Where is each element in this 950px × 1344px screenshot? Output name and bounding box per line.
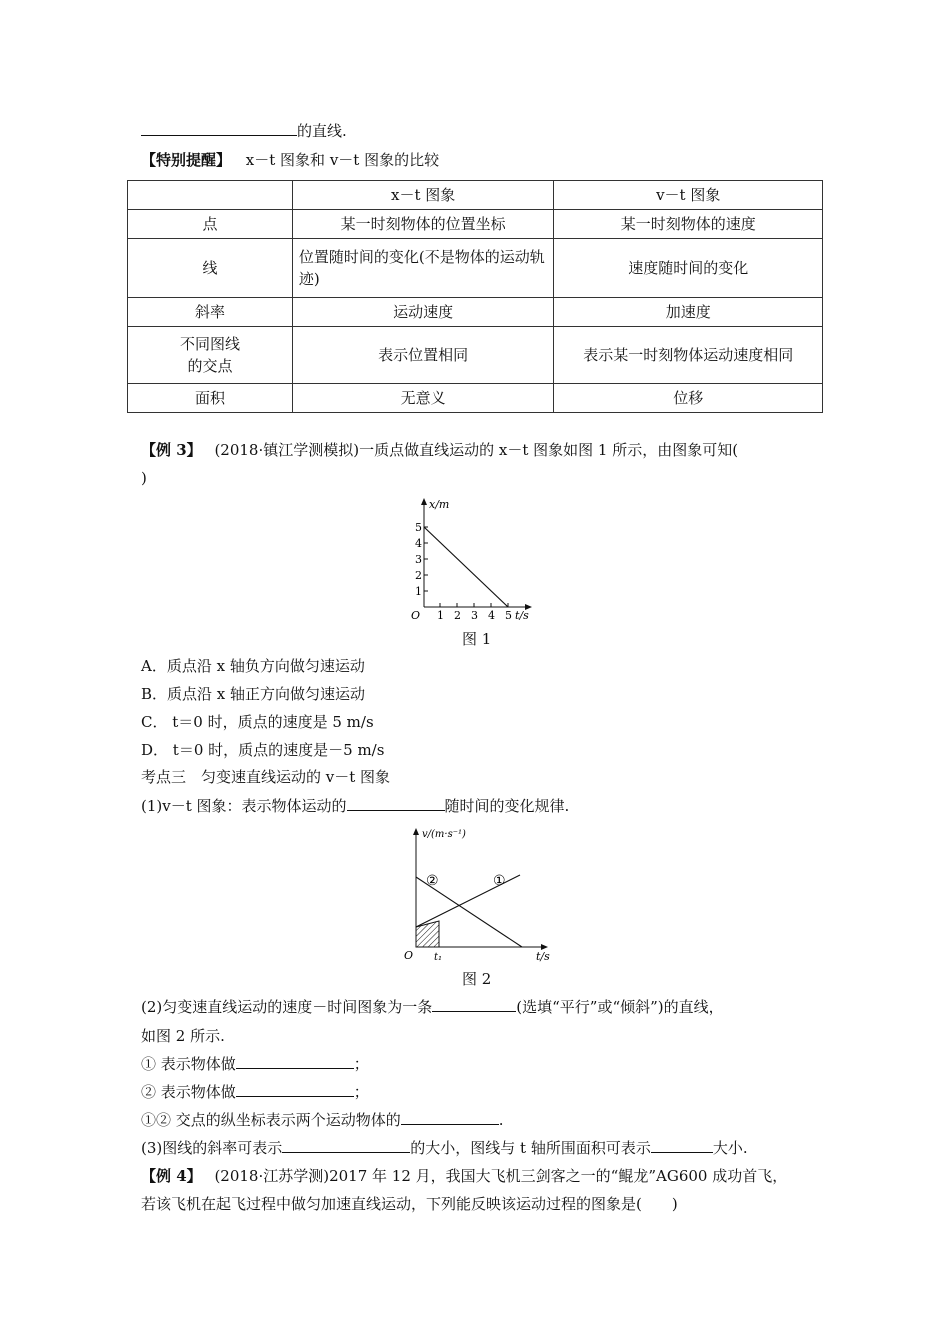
- table-cell: 表示位置相同: [292, 327, 554, 384]
- item-2: ② 表示物体做 ；: [141, 1083, 369, 1101]
- figure-2-vt-graph: [400, 822, 560, 964]
- x-ticks: [440, 603, 508, 607]
- table-header: x－t 图象: [292, 181, 554, 210]
- table-cell: 面积: [128, 384, 293, 413]
- t1-label: t₁: [434, 952, 443, 963]
- x-tick-label: 4: [488, 609, 495, 620]
- table-cell: 加速度: [554, 298, 823, 327]
- table-row: [128, 239, 823, 298]
- example-label: 【例 4】: [141, 1167, 202, 1185]
- table-header-row: [128, 181, 823, 210]
- comparison-table: [127, 180, 823, 413]
- table-header: v－t 图象: [554, 181, 823, 210]
- table-cell: 某一时刻物体的位置坐标: [292, 210, 554, 239]
- y-axis-label: x/m: [429, 498, 450, 511]
- answer-blank[interactable]: [282, 1138, 410, 1153]
- example-3-cont: ): [141, 469, 147, 487]
- xt-line: [424, 527, 508, 607]
- example-3-stem: [141, 440, 738, 460]
- section-title: 考点三 匀变速直线运动的 v－t 图象: [141, 768, 391, 786]
- line1-suffix: 的直线.: [297, 122, 347, 140]
- origin-label: O: [404, 949, 414, 962]
- line-1-label: ①: [493, 873, 506, 889]
- x-axis-label: t/s: [515, 609, 529, 620]
- answer-blank[interactable]: [141, 121, 297, 136]
- origin-label: O: [411, 609, 421, 620]
- answer-blank[interactable]: [651, 1138, 713, 1153]
- tip-label: 【特别提醒】: [141, 151, 232, 169]
- x-tick-label: 5: [505, 609, 512, 620]
- example-text: (2018·镇江学测模拟)一质点做直线运动的 x－t 图象如图 1 所示，由图象可知(: [214, 441, 739, 459]
- example-4-stem: [141, 1166, 787, 1186]
- table-row: [128, 210, 823, 239]
- tip-text: x－t 图象和 v－t 图象的比较: [245, 151, 440, 169]
- section3-p1: (1)v－t 图象：表示物体运动的 随时间的变化规律.: [141, 797, 570, 815]
- table-cell: 某一时刻物体的速度: [554, 210, 823, 239]
- answer-blank[interactable]: [236, 1054, 354, 1069]
- table-cell: 斜率: [128, 298, 293, 327]
- example-4-cont: 若该飞机在起飞过程中做匀加速直线运动，下列能反映该运动过程的图象是( ): [141, 1195, 678, 1213]
- table-cell: 位移: [554, 384, 823, 413]
- item-1: ① 表示物体做 ；: [141, 1055, 369, 1073]
- option-d[interactable]: D． t＝0 时，质点的速度是－5 m/s: [141, 741, 385, 759]
- table-cell: 速度随时间的变化: [554, 239, 823, 298]
- x-tick-label: 2: [454, 609, 461, 620]
- y-axis-arrow: [421, 498, 427, 505]
- answer-blank[interactable]: [401, 1110, 499, 1125]
- option-b[interactable]: B．质点沿 x 轴正方向做匀速运动: [141, 685, 366, 703]
- table-cell: 表示某一时刻物体运动速度相同: [554, 327, 823, 384]
- example-text: (2018·江苏学测)2017 年 12 月，我国大飞机三剑客之一的“鲲龙”AG600 成功首飞，: [214, 1167, 788, 1185]
- section3-p2: (2)匀变速直线运动的速度－时间图象为一条 (选填“平行”或“倾斜”)的直线，: [141, 998, 724, 1016]
- table-row: [128, 327, 823, 384]
- table-cell: 线: [128, 239, 293, 298]
- table-cell: 运动速度: [292, 298, 554, 327]
- table-row: [128, 384, 823, 413]
- section3-p3: (3)图线的斜率可表示 的大小，图线与 t 轴所围面积可表示 大小.: [141, 1139, 748, 1157]
- table-cell: 无意义: [292, 384, 554, 413]
- figure-1-caption: 图 1: [462, 630, 492, 648]
- section3-p2-cont: 如图 2 所示.: [141, 1027, 225, 1045]
- y-ticks: [424, 527, 428, 591]
- special-tip: [141, 150, 439, 170]
- x-tick-label: 1: [437, 609, 444, 620]
- table-cell: 位置随时间的变化(不是物体的运动轨迹): [292, 239, 554, 298]
- y-tick-label: 2: [415, 569, 422, 582]
- y-tick-label: 3: [415, 553, 422, 566]
- figure-2-caption: 图 2: [462, 970, 492, 988]
- example-label: 【例 3】: [141, 441, 202, 459]
- y-tick-label: 1: [415, 585, 422, 598]
- answer-blank[interactable]: [432, 997, 516, 1012]
- y-axis-arrow: [413, 828, 419, 835]
- y-tick-label: 5: [415, 521, 422, 534]
- figure-1-xt-graph: [405, 495, 540, 620]
- option-a[interactable]: A．质点沿 x 轴负方向做匀速运动: [141, 657, 365, 675]
- table-header: [128, 181, 293, 210]
- y-tick-label: 4: [415, 537, 422, 550]
- line-2-label: ②: [426, 873, 439, 889]
- table-cell: 不同图线的交点: [128, 327, 293, 384]
- table-cell: 点: [128, 210, 293, 239]
- answer-blank[interactable]: [347, 796, 445, 811]
- x-tick-label: 3: [471, 609, 478, 620]
- blank-line-1: [141, 121, 347, 141]
- x-axis-label: t/s: [536, 950, 550, 963]
- table-row: [128, 298, 823, 327]
- item-3: ①② 交点的纵坐标表示两个运动物体的 .: [141, 1111, 504, 1129]
- option-c[interactable]: C． t＝0 时，质点的速度是 5 m/s: [141, 713, 374, 731]
- y-axis-label: v/(m·s⁻¹): [422, 829, 466, 840]
- answer-blank[interactable]: [236, 1082, 354, 1097]
